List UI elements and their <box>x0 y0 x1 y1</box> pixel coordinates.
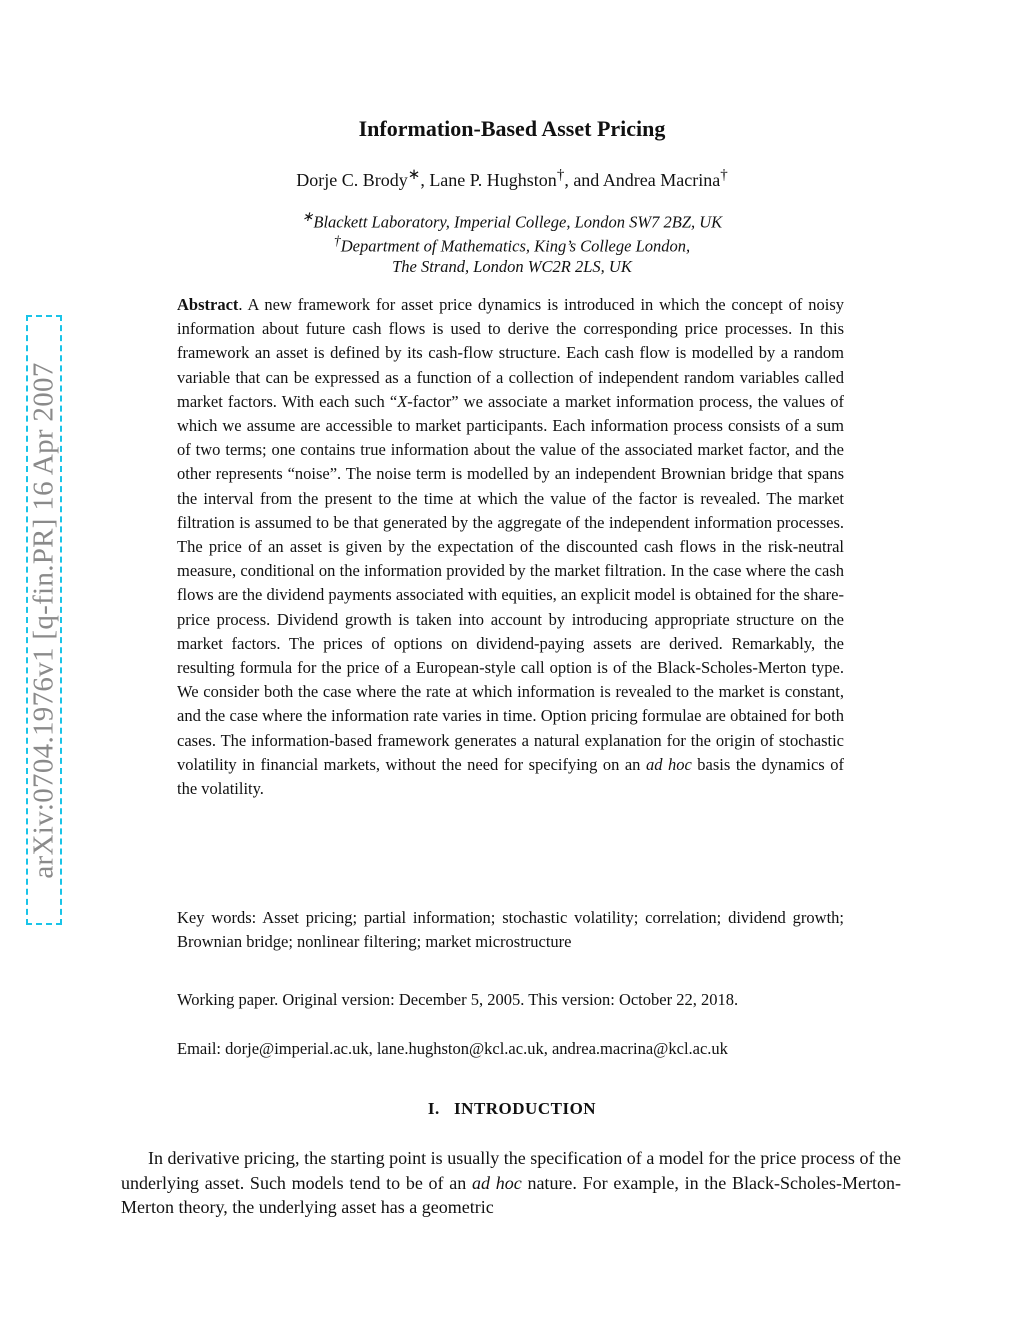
abstract: Abstract. A new framework for asset price dynamics is introduced in which the concept of noisy information about future cash flows is used to derive the corresponding price processes. In this framework an asset is defined by its cash-flow structure. Each cash flow is modelled by a random variable that can be expressed as a function of a collection of independent random variables called market factors. With each such “X-factor” we associate a market information process, the values of which we assume are accessible to market participants. Each information process consists of a sum of two terms; one contains true information about the value of the associated market factor, and the other represents “noise”. The noise term is modelled by an independent Brownian bridge that spans the interval from the present to the time at which the value of the factor is revealed. The market filtration is assumed to be that generated by the aggregate of the independent information processes. The price of an asset is given by the expectation of the discounted cash flows in the risk-neutral measure, conditional on the information provided by the market filtration. In the case where the cash flows are the dividend payments associated with equities, an explicit model is obtained for the share-price process. Dividend growth is taken into account by introducing appropriate structure on the market factors. The prices of options on dividend-paying assets are derived. Remarkably, the resulting formula for the price of a European-style call option is of the Black-Scholes-Merton type. We consider both the case where the rate at which information is revealed to the market is constant, and the case where the information rate varies in time. Option pricing formulae are obtained for both cases. The information-based framework generates a natural explanation for the origin of stochastic volatility in financial markets, without the need for specifying on an ad hoc basis the dynamics of the volatility. <box>177 295 845 799</box>
paper-title: Information-Based Asset Pricing <box>358 116 666 141</box>
author-list <box>0 165 1024 191</box>
section-title: INTRODUCTION <box>454 1099 597 1118</box>
author-mark: † <box>556 167 565 183</box>
affiliation-kings: †Department of Mathematics, King’s College London, <box>333 233 691 256</box>
keywords: Key words: Asset pricing; partial information; stochastic volatility; correlation; dividend growth; Brownian bridge; nonlinear filtering; market microstructure <box>177 908 844 952</box>
section-number: I. <box>427 1099 440 1118</box>
author-brody: Dorje C. Brody <box>296 170 408 190</box>
email-line: Email: dorje@imperial.ac.uk, lane.hughston@kcl.ac.uk, andrea.macrina@kcl.ac.uk <box>177 1039 728 1058</box>
working-paper-note: Working paper. Original version: December 5, 2005. This version: October 22, 2018. <box>177 990 739 1009</box>
author-separator: , and <box>564 170 603 190</box>
affiliation-mark: † <box>333 233 341 248</box>
author-macrina: Andrea Macrina <box>602 170 721 190</box>
affiliation-imperial: ∗Blackett Laboratory, Imperial College, London SW7 2BZ, UK <box>301 209 723 232</box>
affiliation-kings-address: The Strand, London WC2R 2LS, UK <box>392 257 632 276</box>
arxiv-id: arXiv:0704.1976v1 [q-fin.PR] 16 Apr 2007 <box>27 361 60 879</box>
author-hughston: Lane P. Hughston <box>429 170 557 190</box>
section-heading <box>0 1099 1024 1119</box>
abstract-label: Abstract <box>177 295 239 314</box>
author-mark: † <box>720 167 728 183</box>
author-separator: , <box>420 170 430 190</box>
arxiv-stamp <box>26 315 62 925</box>
intro-paragraph: In derivative pricing, the starting point is usually the specification of a model for the price process of the underlying asset. Such models tend to be of an ad hoc nature. For example, in the Black-Scholes-Merton-Merton theory, the underlying asset has a geometric <box>121 1148 901 1217</box>
affiliation-mark: ∗ <box>301 209 314 224</box>
author-mark: ∗ <box>407 167 421 183</box>
